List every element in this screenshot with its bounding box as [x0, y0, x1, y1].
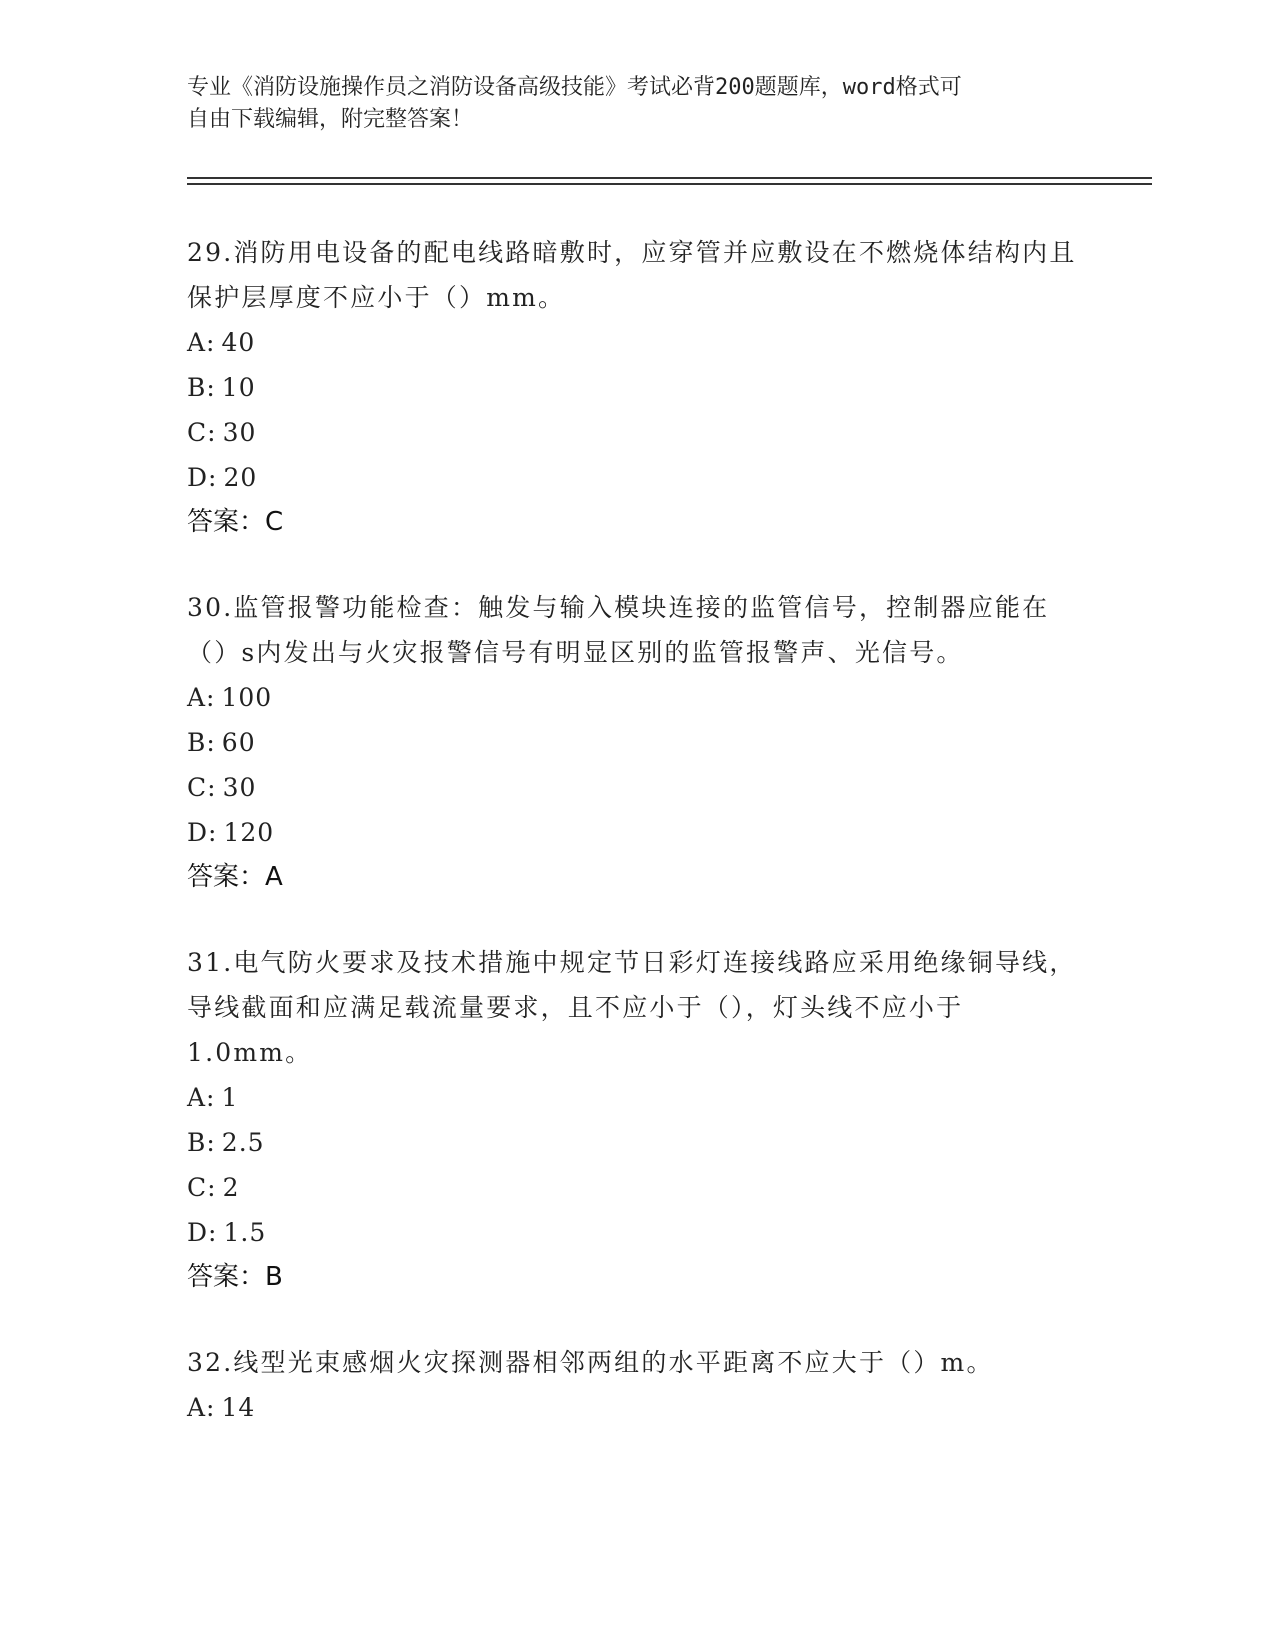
option-value: 20 [223, 463, 258, 492]
option-letter: A: [187, 1083, 216, 1112]
answer-line: 答案：C [187, 507, 284, 537]
option-value: 30 [222, 418, 257, 447]
option-d [187, 455, 1087, 500]
question-list [187, 230, 1087, 1470]
option-b [187, 365, 1087, 410]
header-line-2: 自由下载编辑，附完整答案！ [187, 107, 474, 132]
option-value: 2.5 [221, 1128, 265, 1157]
option-letter: B: [187, 373, 216, 402]
option-a [187, 320, 1087, 365]
option-d [187, 810, 1087, 855]
option-value: 1.5 [223, 1218, 267, 1247]
option-value: 40 [221, 328, 256, 357]
question-31 [187, 940, 1087, 1300]
option-letter: C: [187, 418, 217, 447]
option-letter: A: [187, 328, 216, 357]
option-c [187, 765, 1087, 810]
option-letter: B: [187, 1128, 216, 1157]
option-letter: B: [187, 728, 216, 757]
option-value: 10 [221, 373, 256, 402]
option-value: 1 [221, 1083, 239, 1112]
header-divider-top [187, 177, 1152, 179]
option-value: 2 [222, 1173, 240, 1202]
header-divider-bottom [187, 183, 1152, 185]
option-value: 14 [221, 1393, 256, 1422]
option-letter: D: [187, 1218, 218, 1247]
question-text: 29.消防用电设备的配电线路暗敷时，应穿管并应敷设在不燃烧体结构内且保护层厚度不应小于（）mm。 [187, 238, 1077, 312]
question-text: 32.线型光束感烟火灾探测器相邻两组的水平距离不应大于（）m。 [187, 1348, 994, 1377]
option-letter: A: [187, 1393, 216, 1422]
option-d [187, 1210, 1087, 1255]
option-letter: D: [187, 818, 218, 847]
option-a [187, 675, 1087, 720]
option-letter: A: [187, 683, 216, 712]
header-line-1: 专业《消防设施操作员之消防设备高级技能》考试必背200题题库，word格式可 [187, 75, 962, 100]
option-letter: D: [187, 463, 218, 492]
document-header [187, 72, 1067, 136]
option-b [187, 1120, 1087, 1165]
option-a [187, 1385, 1087, 1430]
question-32 [187, 1340, 1087, 1430]
question-29 [187, 230, 1087, 545]
option-value: 120 [223, 818, 275, 847]
option-b [187, 720, 1087, 765]
option-c [187, 410, 1087, 455]
option-value: 60 [221, 728, 256, 757]
question-text: 30.监管报警功能检查：触发与输入模块连接的监管信号，控制器应能在（）s内发出与火灾报警信号有明显区别的监管报警声、光信号。 [187, 593, 1050, 667]
answer-line: 答案：A [187, 862, 283, 892]
option-c [187, 1165, 1087, 1210]
question-text: 31.电气防火要求及技术措施中规定节日彩灯连接线路应采用绝缘铜导线，导线截面和应满足载流量要求，且不应小于（），灯头线不应小于1.0mm。 [187, 948, 1077, 1067]
answer-line: 答案：B [187, 1262, 283, 1292]
option-value: 100 [221, 683, 273, 712]
option-letter: C: [187, 1173, 217, 1202]
option-value: 30 [222, 773, 257, 802]
option-letter: C: [187, 773, 217, 802]
option-a [187, 1075, 1087, 1120]
question-30 [187, 585, 1087, 900]
